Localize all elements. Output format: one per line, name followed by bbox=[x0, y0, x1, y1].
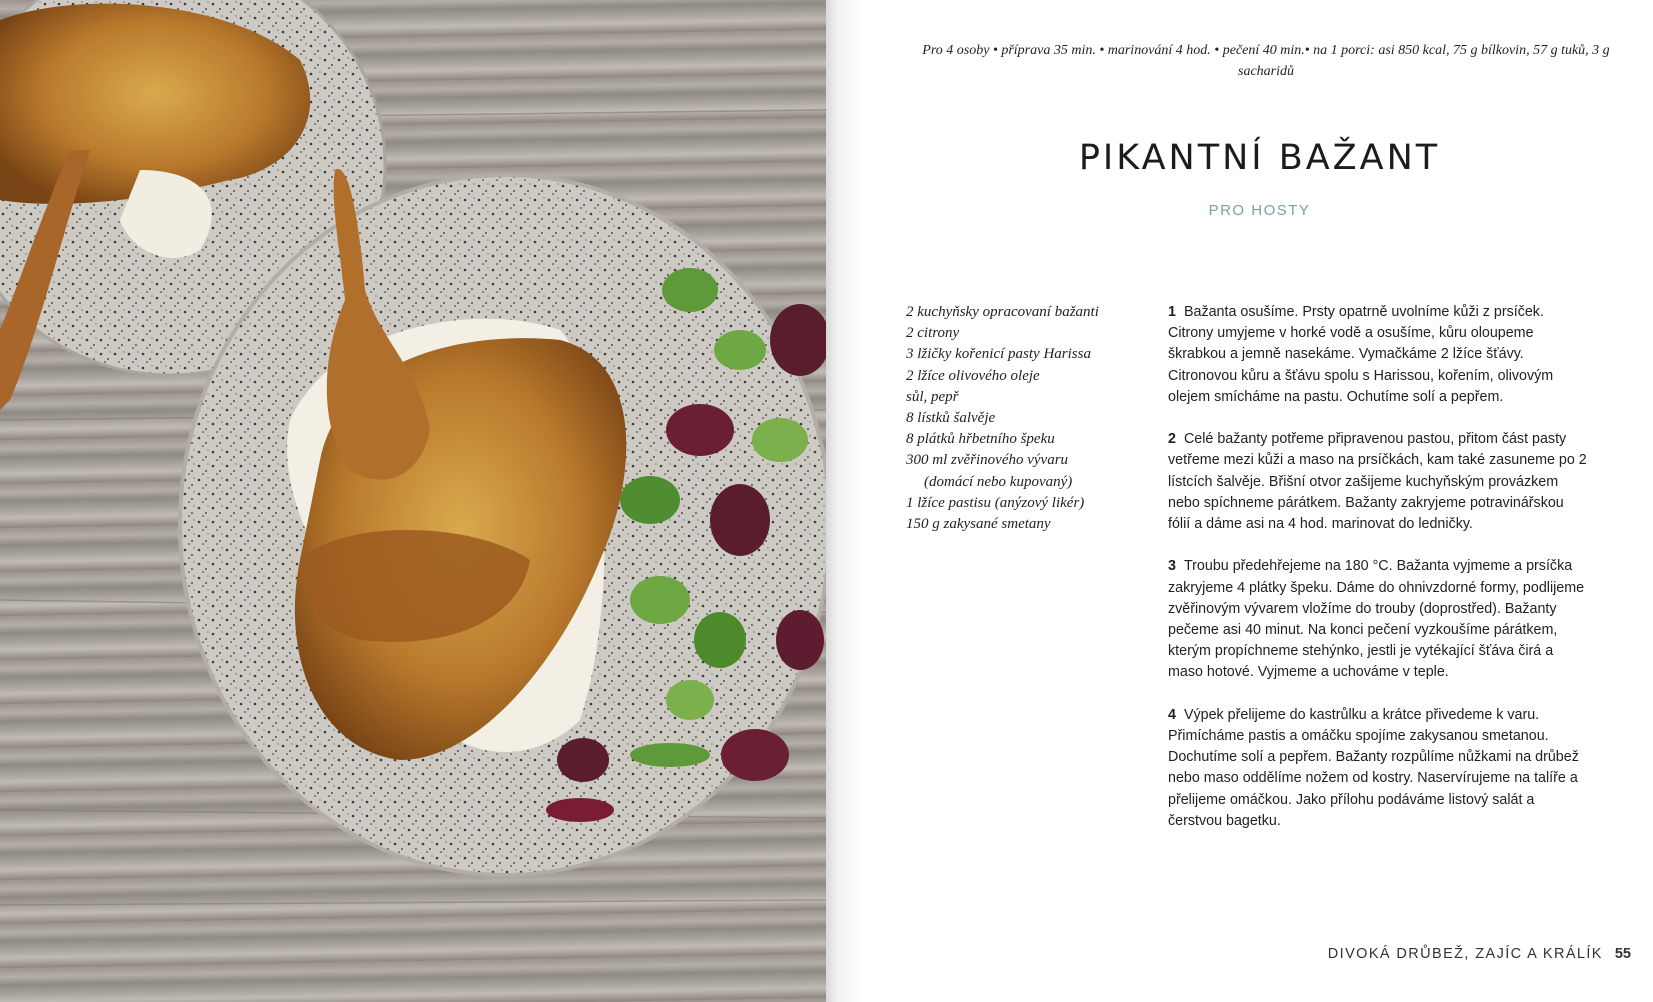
method-step-3 bbox=[1168, 556, 1588, 683]
step-number: 2 bbox=[1168, 431, 1176, 448]
ingredient-item: 150 g zakysané smetany bbox=[906, 516, 1051, 533]
ingredient-item-note: (domácí nebo kupovaný) bbox=[924, 473, 1073, 490]
method-step-1 bbox=[1168, 302, 1588, 408]
page-footer bbox=[1328, 946, 1631, 962]
ingredient-item: sůl, pepř bbox=[906, 388, 959, 405]
page-gutter bbox=[826, 0, 866, 1002]
main-plate bbox=[180, 169, 826, 875]
photo-illustration bbox=[0, 0, 826, 1002]
step-text: Troubu předehřejeme na 180 °C. Bažanta vyjmeme a prsíčka zakryjeme 4 plátky špeku. Dáme do ohnivzdorné formy, podlijeme zvěřinovým vývarem vložíme do trouby (doprostřed). Bažanty pečeme asi 40 minut. Na konci pečení vyzkoušíme párátkem, kterým propíchneme stehýnko, jestli je vytékající šťáva čirá a maso hotové. Vyjmeme a uchováme v teple. bbox=[1168, 558, 1585, 681]
chapter-title: DIVOKÁ DRŮBEŽ, ZAJÍC A KRÁLÍK bbox=[1327, 946, 1603, 962]
ingredient-item: 3 lžičky kořenicí pasty Harissa bbox=[906, 346, 1091, 363]
step-number: 4 bbox=[1168, 706, 1176, 723]
ingredient-item: 2 kuchyňsky opracovaní bažanti bbox=[906, 304, 1099, 320]
page-number: 55 bbox=[1614, 946, 1631, 962]
ingredient-list bbox=[906, 302, 1136, 535]
step-number: 1 bbox=[1168, 304, 1176, 320]
recipe-page bbox=[866, 0, 1653, 1002]
ingredient-item: 300 ml zvěřinového vývaru bbox=[906, 452, 1069, 469]
ingredient-item: 8 plátků hřbetního špeku bbox=[906, 431, 1055, 448]
method-step-2 bbox=[1168, 429, 1588, 535]
step-text: Bažanta osušíme. Prsty opatrně uvolníme kůži z prsíček. Citrony umyjeme v horké vodě a osušíme, kůru oloupeme škrabkou a jemně nasekáme. Vymačkáme 2 lžíce šťávy. Citronovou kůru a šťávu spolu s Harissou, kořením, olivovým olejem smícháme na pastu. Ochutíme solí a pepřem. bbox=[1168, 304, 1554, 405]
recipe-subtitle: PRO HOSTY bbox=[1208, 202, 1311, 219]
recipe-title: PIKANTNÍ BAŽANT bbox=[1078, 138, 1441, 178]
ingredient-item: 2 lžíce olivového oleje bbox=[906, 367, 1040, 384]
ingredient-item: 8 lístků šalvěje bbox=[906, 410, 996, 427]
servings-info: Pro 4 osoby • příprava 35 min. • marinování 4 hod. • pečení 40 min.• na 1 porci: asi 850 kcal, 75 g bílkovin, 57 g tuků, 3 g sacharidů bbox=[922, 43, 1610, 79]
step-text: Výpek přelijeme do kastrůlku a krátce přivedeme k varu. Přimícháme pastis a omáčku spojíme zakysanou smetanou. Dochutíme solí a pepřem. Bažanty rozpůlíme nůžkami na drůbež nebo maso oddělíme nožem od kostry. Naservírujeme na talíře a přelijeme omáčkou. Jako přílohu podáváme listový salát a čerstvou bagetku. bbox=[1168, 706, 1579, 829]
method-step-4 bbox=[1168, 705, 1588, 832]
ingredient-item: 2 citrony bbox=[906, 325, 960, 342]
food-photo bbox=[0, 0, 826, 1002]
method-steps bbox=[1168, 302, 1588, 853]
step-number: 3 bbox=[1168, 558, 1176, 575]
step-text: Celé bažanty potřeme připravenou pastou, přitom část pasty vetřeme mezi kůži a maso na prsíčkách, kam také zasuneme po 2 lístcích šalvěje. Břišní otvor zašijeme kuchyňským provázkem nebo spíchneme párátkem. Bažanty zakryjeme potravinářskou fólií a dáme asi na 4 hod. marinovat do ledničky. bbox=[1168, 431, 1587, 533]
ingredient-item: 1 lžíce pastisu (anýzový likér) bbox=[906, 494, 1085, 511]
